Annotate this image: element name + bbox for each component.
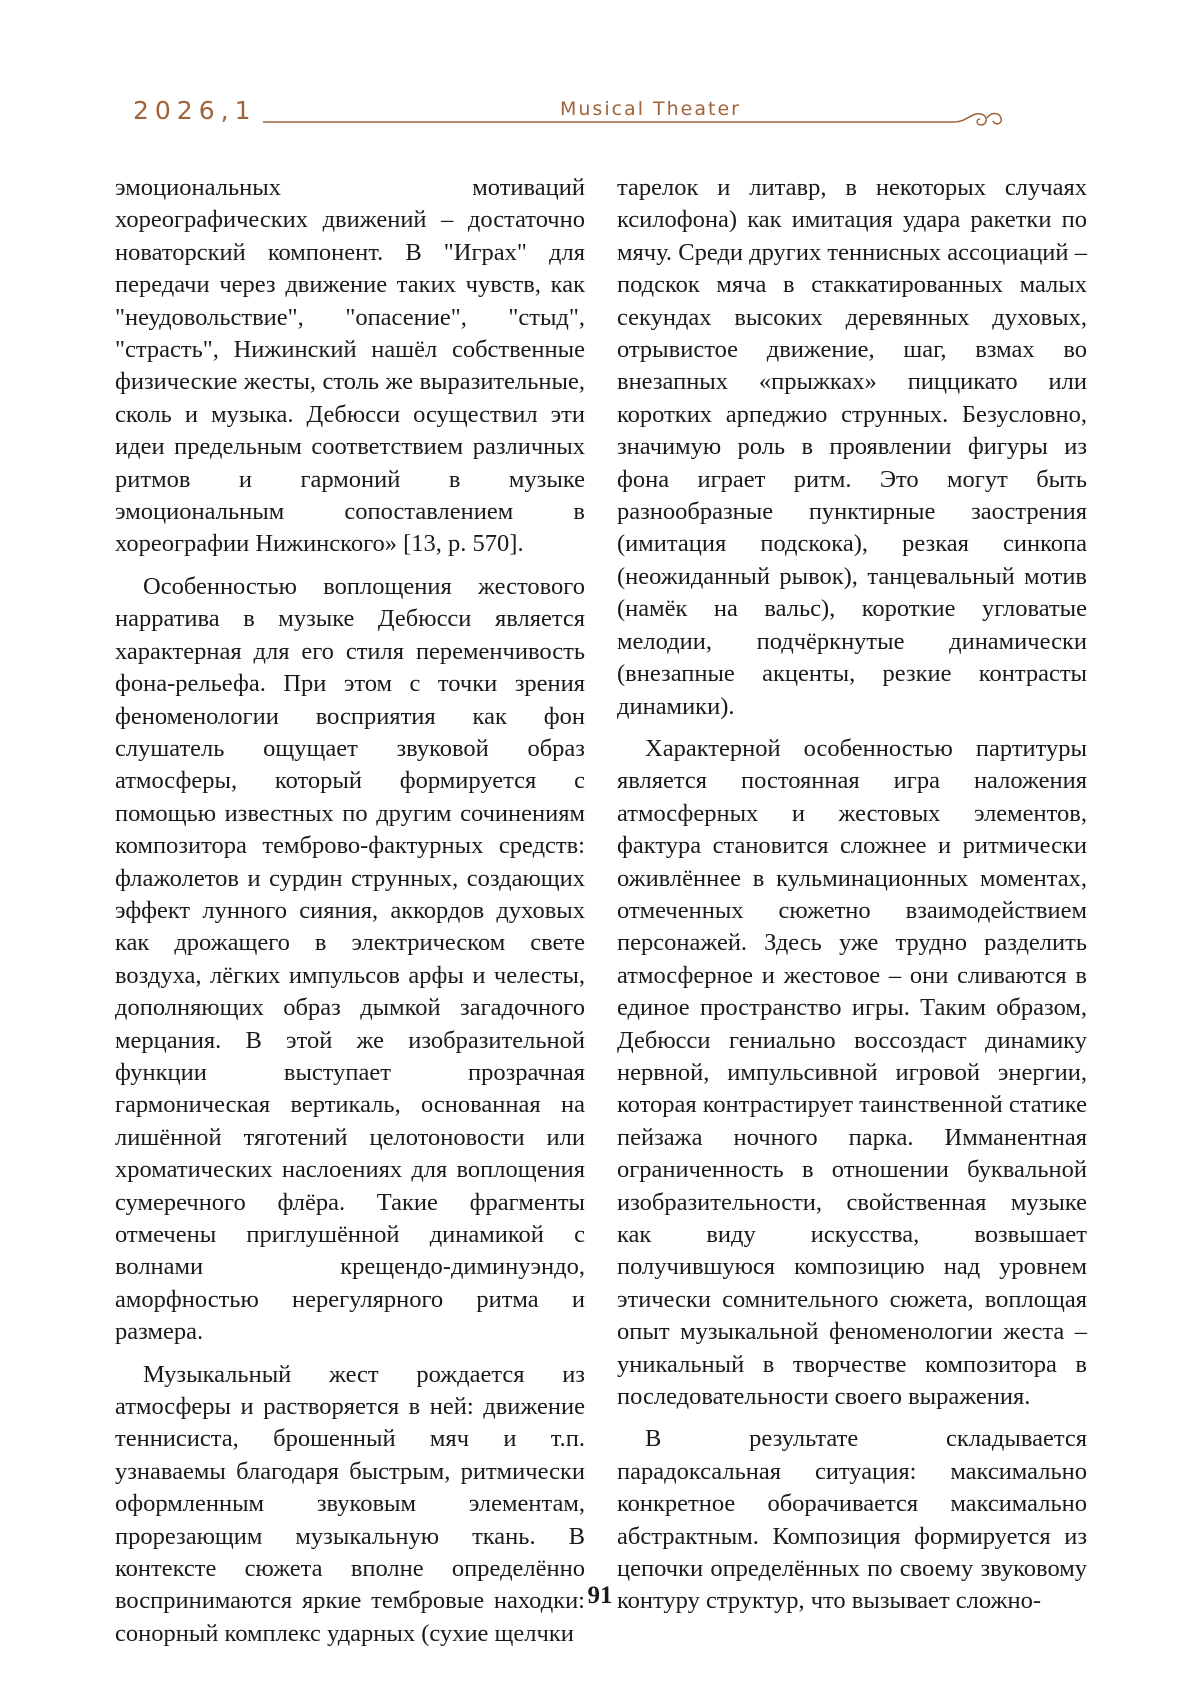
page-number: 91 xyxy=(587,1582,613,1609)
right-paragraph-1: тарелок и литавр, в некоторых случаях ксилофона) как имитация удара ракетки по мячу. Среди других теннисных ассоциаций – подскок мяча в стаккатированных малых секундах высоких деревянных духовых, отрывистое движение, шаг, взмах во внезапных «прыжках» пиццикато или коротких арпеджио струнных. Безусловно, значимую роль в проявлении фигуры из фона играет ритм. Это могут быть разнообразные пунктирные заострения (имитация подскока), резкая синкопа (неожиданный рывок), танцевальный мотив (намёк на вальс), короткие угловатые мелодии, подчёркнутые динамически (внезапные акценты, резкие контрасты динамики). xyxy=(617,174,1087,720)
issue-label: 2026,1 xyxy=(133,96,257,125)
left-paragraph-2: Особенностью воплощения жестового нарратива в музыке Дебюсси является характерная для его стиля переменчивость фона-рельефа. При этом с точки зрения феноменологии восприятия как фон слушатель ощущает звуковой образ атмосферы, который формируется с помощью известных по другим сочинениям композитора темброво-фактурных средств: флажолетов и сурдин струнных, создающих эффект лунного сияния, аккордов духовых как дрожащего в электрическом свете воздуха, лёгких импульсов арфы и челесты, дополняющих образ дымкой загадочного мерцания. В этой же изобразительной функции выступает прозрачная гармоническая вертикаль, основанная на лишённой тяготений целотоновости или хроматических наслоениях для воплощения сумеречного флёра. Такие фрагменты отмечены приглушённой динамикой с волнами крещендо-диминуэндо, аморфностью нерегулярного ритма и размера. xyxy=(115,572,585,1346)
left-paragraph-1: эмоциональных мотиваций хореографических движений – достаточно новаторский компонент. В "Играх" для передачи через движение таких чувств, как "неудовольствие", "опасение", "стыд", "страсть", Нижинский нашёл собственные физические жесты, столь же выразительные, сколь и музыка. Дебюсси осуществил эти идеи предельным соответствием различных ритмов и гармоний в музыке эмоциональным сопоставлением в хореографии Нижинского» [13, p. 570]. xyxy=(115,174,585,558)
journal-title: Musical Theater xyxy=(560,98,741,120)
swirl-ornament-icon xyxy=(953,114,1001,126)
right-column xyxy=(617,172,1087,1628)
right-paragraph-2: Характерной особенностью партитуры является постоянная игра наложения атмосферных и жестовых элементов, фактура становится сложнее и ритмически оживлённее в кульминационных моментах, отмеченных сюжетно взаимодействием персонажей. Здесь уже трудно разделить атмосферное и жестовое – они сливаются в единое пространство игры. Таким образом, Дебюсси гениально воссоздаст динамику нервной, импульсивной игровой энергии, которая контрастирует таинственной статике пейзажа ночного парка. Имманентная ограниченность в отношении буквальной изобразительности, свойственная музыке как виду искусства, возвышает получившуюся композицию над уровнем этически сомнительного сюжета, воплощая опыт музыкальной феноменологии жеста – уникальный в творчестве композитора в последовательности своего выражения. xyxy=(617,734,1087,1411)
header-rule-ornament xyxy=(263,110,1008,140)
left-paragraph-3: Музыкальный жест рождается из атмосферы и растворяется в ней: движение теннисиста, брошенный мяч и т.п. узнаваемы благодаря быстрым, ритмически оформленным звуковым элементам, прорезающим музыкальную ткань. В контексте сюжета вполне определённо воспринимаются яркие тембровые находки: сонорный комплекс ударных (сухие щелчки xyxy=(115,1360,585,1647)
left-column xyxy=(115,172,585,1660)
running-header xyxy=(0,0,1200,150)
right-paragraph-3: В результате складывается парадоксальная ситуация: максимально конкретное оборачивается максимально абстрактным. Композиция формируется из цепочки определённых по своему звуковому контуру структур, что вызывает сложно- xyxy=(617,1425,1087,1615)
